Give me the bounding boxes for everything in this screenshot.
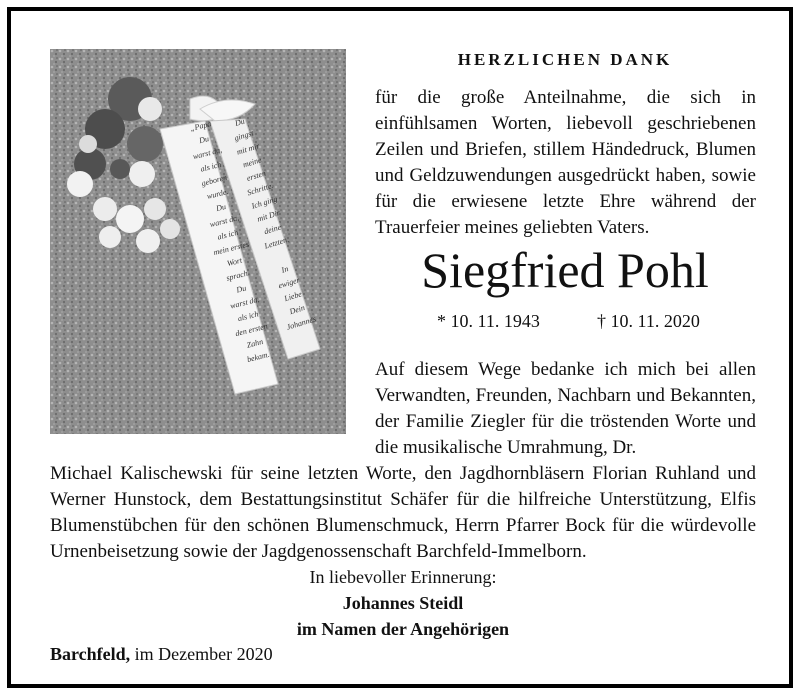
ribbon-line: Liebe xyxy=(283,289,303,304)
ribbon-line: meine xyxy=(241,155,263,170)
ribbon-line: deine xyxy=(262,222,283,237)
signer-role: im Namen der Angehörigen xyxy=(296,619,510,639)
ribbon-line: Zahn xyxy=(245,337,264,350)
closing-line: In liebevoller Erinnerung: xyxy=(309,567,497,587)
closing xyxy=(50,564,756,642)
ribbon-line: als ich xyxy=(199,159,223,174)
ribbon-line: mit Dir xyxy=(256,208,281,224)
signer-name: Johannes Steidl xyxy=(342,593,464,613)
birth-date: * 10. 11. 1943 xyxy=(437,311,540,331)
place-date xyxy=(50,644,273,665)
ribbon-line: Johannes xyxy=(285,314,318,332)
death-date: † 10. 11. 2020 xyxy=(597,311,700,331)
ribbon-line: Du xyxy=(233,116,246,128)
thanks-text-part2: Michael Kalischewski für seine letzten Worte, den Jagdhornbläsern Florian Ruhland und Werner Hunstock, dem Bestattungsinstitut Schäfer für die hilfreiche Unterstützung, Elfis Blumenstübchen für den schönen Blumenschmuck, Herrn Pfarrer Bock für die würdevolle Urnenbeisetzung sowie der Jagdgenossenschaft Barchfeld-Immelborn. xyxy=(50,463,756,562)
ribbon-line: den ersten xyxy=(234,321,269,339)
memorial-photo xyxy=(50,49,346,434)
ribbon-line: „Papa xyxy=(189,119,213,133)
ribbon-line: wurde. xyxy=(205,186,230,201)
ribbon-line: warst da, xyxy=(208,213,240,230)
ribbon-line: gingst xyxy=(233,128,255,143)
place-town: Barchfeld, xyxy=(50,644,131,664)
intro-text: für die große Anteilnahme, die sich in einfühlsamen Worten, liebevoll geschriebenen Zeilen und Briefen, stillem Händedruck, Blumen und Geldzuwendungen ausgedrückt haben, sowie für die erwiesene letzte Ehre während der Trauerfeier meines geliebten Vaters. xyxy=(375,87,756,238)
ribbon-line: warst da, xyxy=(191,145,223,162)
ribbon-line: bekam. xyxy=(246,349,271,365)
ribbon-line: mein erstes xyxy=(212,239,250,258)
heading: HERZLICHEN DANK xyxy=(457,50,673,69)
ribbon-line: als ich xyxy=(236,309,260,324)
ribbon-line: als ich xyxy=(216,227,240,242)
thanks-text-part1: Auf diesem Wege bedanke ich mich bei allen Verwandten, Freunden, Nachbarn und Bekannten, der Familie Ziegler für die tröstenden Worte und die musikalische Umrahmung, Dr. xyxy=(375,359,756,458)
ribbon-line: Schritte. xyxy=(246,180,275,198)
ribbon-line: ewiger xyxy=(277,275,301,291)
place-date-text: im Dezember 2020 xyxy=(134,644,273,664)
ribbon-line: Ich ging xyxy=(250,194,279,211)
ribbon-line: mit mir xyxy=(235,141,261,157)
ribbon-line: Wort xyxy=(226,255,244,269)
ribbon-line: Du xyxy=(235,283,248,295)
ribbon-line: geboren xyxy=(200,172,228,188)
ribbon-line: ersten xyxy=(245,168,267,183)
ribbon-line: Dein xyxy=(288,303,306,317)
obituary-frame xyxy=(7,7,793,688)
ribbon-line: Du xyxy=(198,134,210,146)
ribbon-line: sprach. xyxy=(225,268,251,283)
ribbon-line: warst da, xyxy=(229,294,261,311)
ribbon-line: In xyxy=(280,264,290,275)
deceased-name: Siegfried Pohl xyxy=(421,242,709,298)
ribbon-line: Letzten. xyxy=(263,234,291,251)
ribbon-line: Du xyxy=(215,202,227,214)
